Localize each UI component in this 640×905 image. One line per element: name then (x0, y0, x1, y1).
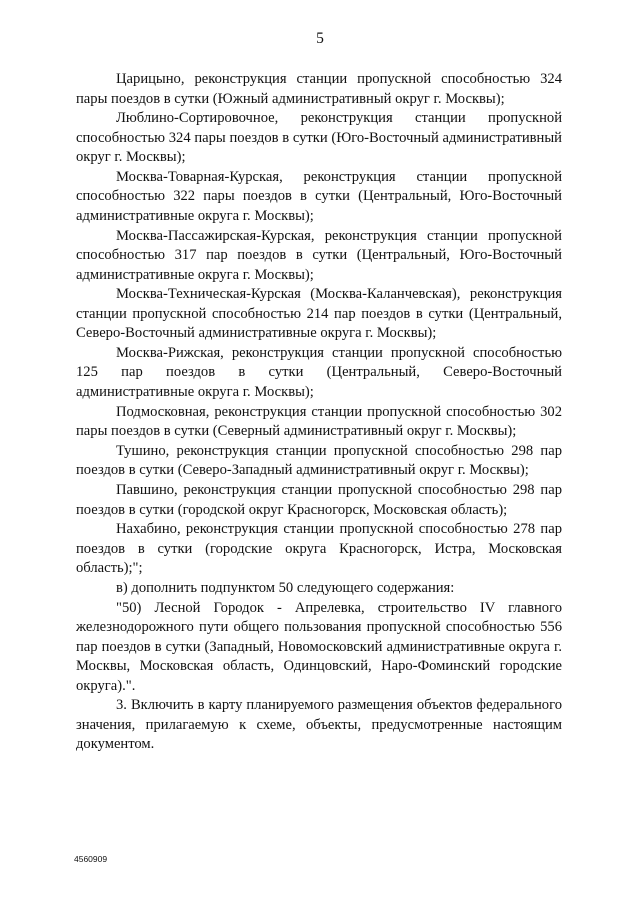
paragraph-tsaritsyno: Царицыно, реконструкция станции пропускной способностью 324 пары поездов в сутки (Южный административный округ г. Москвы); (76, 71, 562, 107)
document-id: 4560909 (74, 854, 108, 864)
paragraph-podmoskovnaya: Подмосковная, реконструкция станции пропускной способностью 302 пары поездов в сутки (Северный административный округ г. Москвы); (76, 403, 562, 440)
paragraph-moskva-tovarnaya-kurskaya: Москва-Товарная-Курская, реконструкция станции пропускной способностью 322 пары поездов в сутки (Центральный, Юго-Восточный административные округа г. Москвы); (76, 168, 562, 224)
paragraph-tushino: Тушино, реконструкция станции пропускной способностью 298 пар поездов в сутки (Северо-Западный административный округ г. Москвы); (76, 442, 562, 479)
paragraph-moskva-tekhnicheskaya-kurskaya: Москва-Техническая-Курская (Москва-Каланчевская), реконструкция станции пропускной способностью 214 пар поездов в сутки (Центральный, Северо-Восточный административные округа г. Москвы); (76, 286, 562, 342)
paragraph-item-3: 3. Включить в карту планируемого размещения объектов федерального значения, прилагаемую к схеме, объекты, предусмотренные настоящим документом. (76, 697, 562, 753)
paragraph-moskva-rizhskaya: Москва-Рижская, реконструкция станции пропускной способностью 125 пар поездов в сутки (Центральный, Северо-Восточный административные округа г. Москвы); (76, 344, 562, 400)
paragraph-moskva-passazhirskaya-kurskaya: Москва-Пассажирская-Курская, реконструкция станции пропускной способностью 317 пар поездов в сутки (Центральный, Юго-Восточный административные округа г. Москвы); (76, 227, 562, 283)
paragraph-item-50: "50) Лесной Городок - Апрелевка, строительство IV главного железнодорожного пути общего пользования пропускной способностью 556 пар поездов в сутки (Западный, Новомосковский административные округа г. Москвы, Московская область, Одинцовский, Наро-Фоминский городские округа).". (76, 599, 562, 694)
paragraph-lyublino: Люблино-Сортировочное, реконструкция станции пропускной способностью 324 пары поездов в сутки (Юго-Восточный административный округ г. Москвы); (76, 110, 562, 166)
document-body (76, 70, 562, 755)
paragraph-subitem-v: в) дополнить подпунктом 50 следующего содержания: (116, 579, 455, 596)
paragraph-pavshino: Павшино, реконструкция станции пропускной способностью 298 пар поездов в сутки (городской округ Красногорск, Московская область); (76, 482, 562, 518)
page-number: 5 (316, 30, 324, 47)
paragraph-nakhabino: Нахабино, реконструкция станции пропускной способностью 278 пар поездов в сутки (городские округа Красногорск, Истра, Московская область);"; (76, 521, 562, 577)
